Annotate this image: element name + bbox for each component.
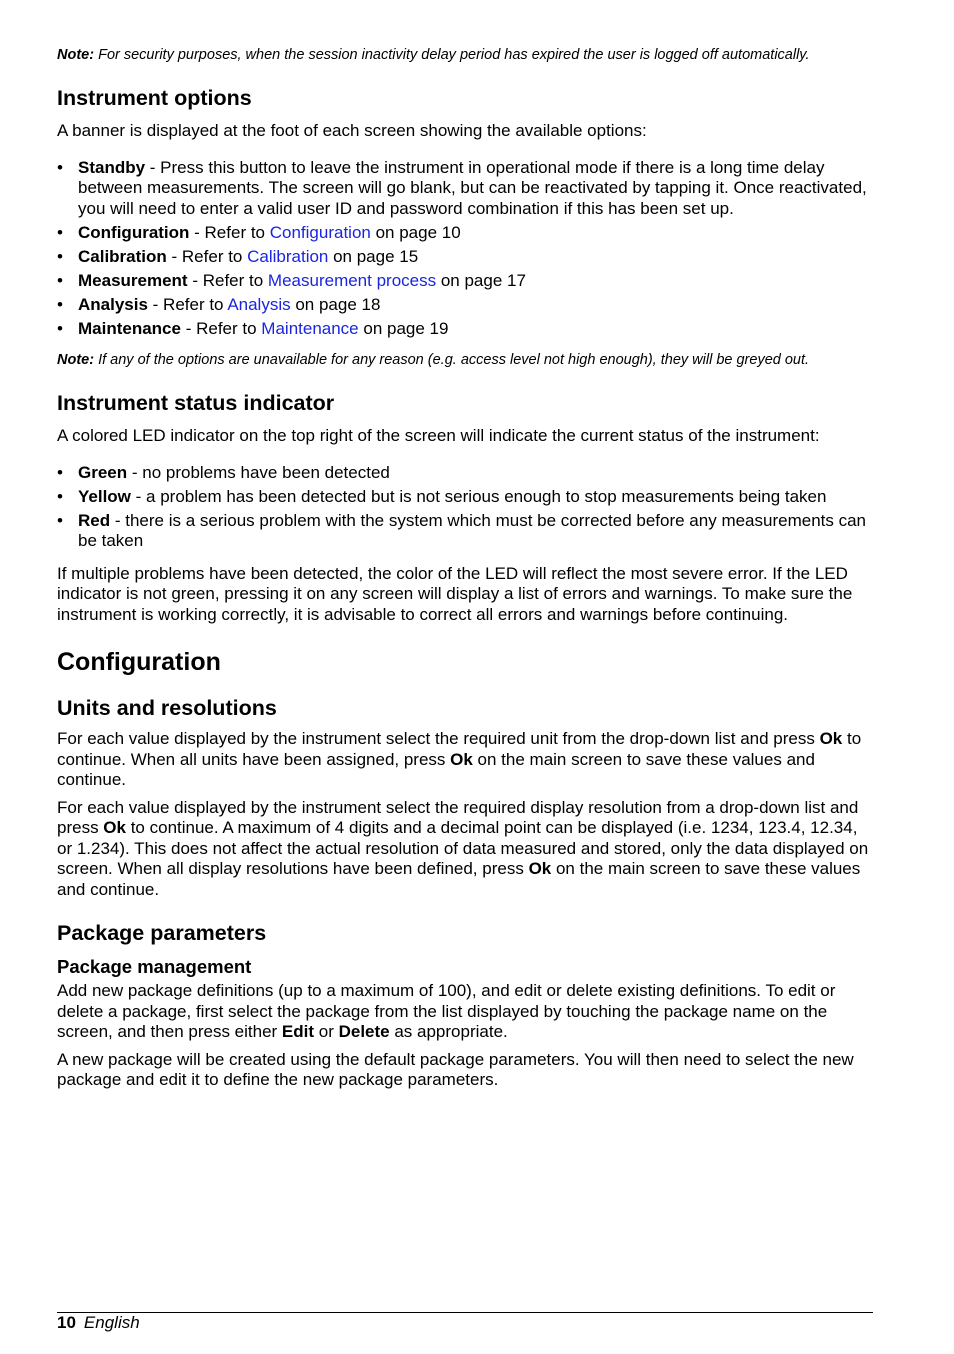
page-footer [57,1313,140,1333]
list-item-standby: • Standby - Press this button to leave the instrument in operational mode if there is a long time delay between measurements. The screen will go blank, but can be reactivated by tapping it. Once reactivated, you will need to enter a valid user ID and password combination if this has been set up. [57,158,873,220]
list-item-green: • Green - no problems have been detected [57,463,873,484]
status-indicator-heading: Instrument status indicator [57,391,335,415]
session-note [57,46,873,65]
page-number: 10 [57,1313,76,1332]
package-parameters-heading: Package parameters [57,921,267,945]
footer-divider [57,1312,873,1313]
configuration-heading: Configuration [57,648,221,676]
package-paragraph-2: A new package will be created using the default package parameters. You will then need to select the new package and edit it to define the new package parameters. [57,1049,854,1089]
list-item-red: • Red - there is a serious problem with the system which must be corrected before any measurements can be taken [57,511,873,552]
list-item-analysis: • Analysis - Refer to Analysis on page 18 [57,295,873,316]
page-content [57,46,873,1091]
status-indicator-intro: A colored LED indicator on the top right of the screen will indicate the current status of the instrument: [57,426,820,445]
list-item-maintenance: • Maintenance - Refer to Maintenance on page 19 [57,319,873,340]
note-text: If any of the options are unavailable for any reason (e.g. access level not high enough), they will be greyed out. [94,352,810,368]
note-text: For security purposes, when the session inactivity delay period has expired the user is logged off automatically. [94,47,810,63]
analysis-link[interactable]: Analysis [227,294,291,314]
footer-language: English [83,1313,140,1332]
units-heading: Units and resolutions [57,696,277,720]
instrument-options-heading: Instrument options [57,86,252,110]
package-paragraph-1: Add new package definitions (up to a maximum of 100), and edit or delete existing definitions. To edit or delete a package, first select the package from the list displayed by touching the package name on the screen, and then press either Edit or Delete as appropriate. [57,981,836,1041]
configuration-link[interactable]: Configuration [269,222,371,242]
list-item-measurement: • Measurement - Refer to Measurement process on page 17 [57,271,873,292]
status-indicator-outro: If multiple problems have been detected, the color of the LED will reflect the most severe error. If the LED indicator is not green, pressing it on any screen will display a list of errors and warnings. To make sure the instrument is working correctly, it is advisable to correct all errors and warnings before continuing. [57,563,853,624]
status-list [57,463,873,552]
calibration-link[interactable]: Calibration [247,246,329,266]
options-list [57,158,873,340]
note-label: Note: [57,47,95,63]
note-label: Note: [57,352,95,368]
units-paragraph-2: For each value displayed by the instrument select the required display resolution from a drop-down list and press Ok to continue. A maximum of 4 digits and a decimal point can be displayed (i.e. 1234, 123.4, 12.34, or 1.234). This does not affect the actual resolution of data measured and stored, only the data displayed on screen. When all display resolutions have been defined, press Ok on the main screen to save these values and continue. [57,797,869,899]
measurement-process-link[interactable]: Measurement process [267,270,437,290]
list-item-configuration: • Configuration - Refer to Configuration on page 10 [57,223,873,244]
maintenance-link[interactable]: Maintenance [261,318,359,338]
instrument-options-intro: A banner is displayed at the foot of each screen showing the available options: [57,121,647,140]
package-management-heading: Package management [57,956,252,977]
units-paragraph-1: For each value displayed by the instrument select the required unit from the drop-down list and press Ok to continue. When all units have been assigned, press Ok on the main screen to save these values and continue. [57,729,862,789]
list-item-yellow: • Yellow - a problem has been detected but is not serious enough to stop measurements being taken [57,487,873,508]
greyed-out-note [57,351,873,370]
list-item-calibration: • Calibration - Refer to Calibration on page 15 [57,247,873,268]
